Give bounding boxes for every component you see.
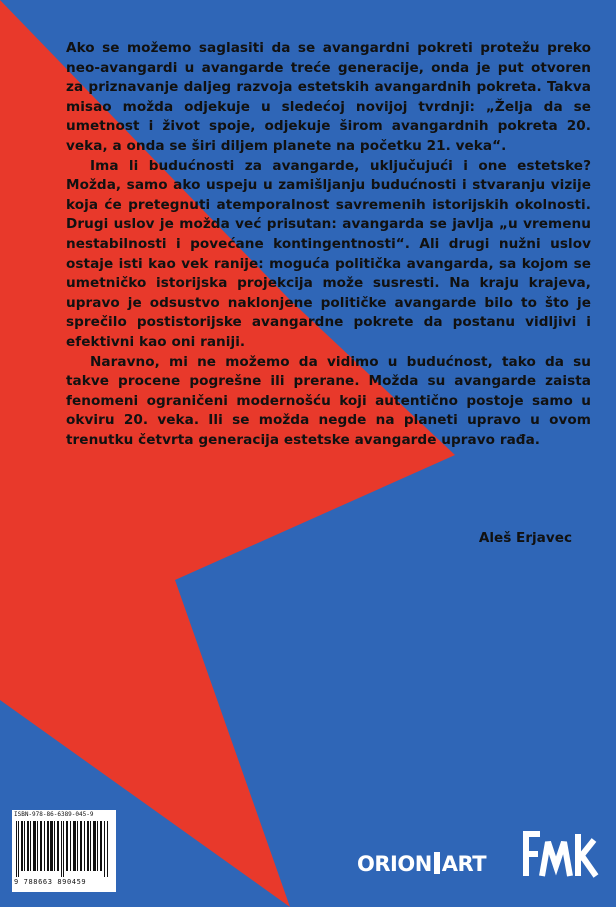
barcode-icon — [15, 821, 111, 877]
isbn-label: ISBN-978-86-6389-045-9 — [14, 811, 94, 818]
orion-logo-bar — [434, 852, 440, 874]
author-signature: Aleš Erjavec — [478, 530, 572, 546]
blurb-paragraph-3: Naravno, mi ne možemo da vidimo u budućnost, tako da su takve procene pogrešne ili prerane. Možda su avangarde zaista fenomeni ograničeni modernošću koji autentično postoje samo u okviru 20. veka. Ili se možda negde na planeti upravo u ovom trenutku četvrta generacija estetske avangarde upravo rađa. — [66, 353, 591, 448]
blurb-paragraph-1: Ako se možemo saglasiti da se avangardni pokreti protežu preko neo-avangardi u avangarde treće generacije, onda je put otvoren za priznavanje daljeg razvoja estetskih avangardnih pokreta. Takva misao možda odjekuje u sledećoj novijoj tvrdnji: „Želja da se umetnost i život spoje, odjekuje širom avangardnih pokreta 20. veka, a onda se širi diljem planete na početku 21. veka“. — [66, 40, 591, 154]
blurb-paragraph-2: Ima li budućnosti za avangarde, uključujući i one estetske? Možda, samo ako uspeju u zamišljanju budućnosti i stvaranju vizije koja će pretegnuti atemporalnost savremenih istorijskih okolnosti. Drugi uslov je možda već prisutan: avangarda se javlja „u vremenu nestabilnosti i povećane kontingentnosti“. Ali drugi nužni uslov ostaje isti kao vek ranije: moguća politička avangarda, sa kojom se umetničko istorijska projekcija može susresti. Na kraju krajeva, upravo je odsustvo naklonjene političke avangarde bilo to što je sprečilo postistorijske avangardne pokrete da postanu vidljivi i efektivni kao oni raniji. — [66, 157, 591, 350]
blurb-text — [66, 39, 591, 450]
fmk-logo — [520, 830, 600, 878]
orion-logo-text: ORION — [357, 852, 432, 876]
orion-art-logo — [357, 852, 486, 876]
art-logo-text: ART — [441, 852, 487, 876]
isbn-digits: 9 788663 890459 — [14, 878, 87, 886]
isbn-barcode-block — [12, 810, 116, 892]
